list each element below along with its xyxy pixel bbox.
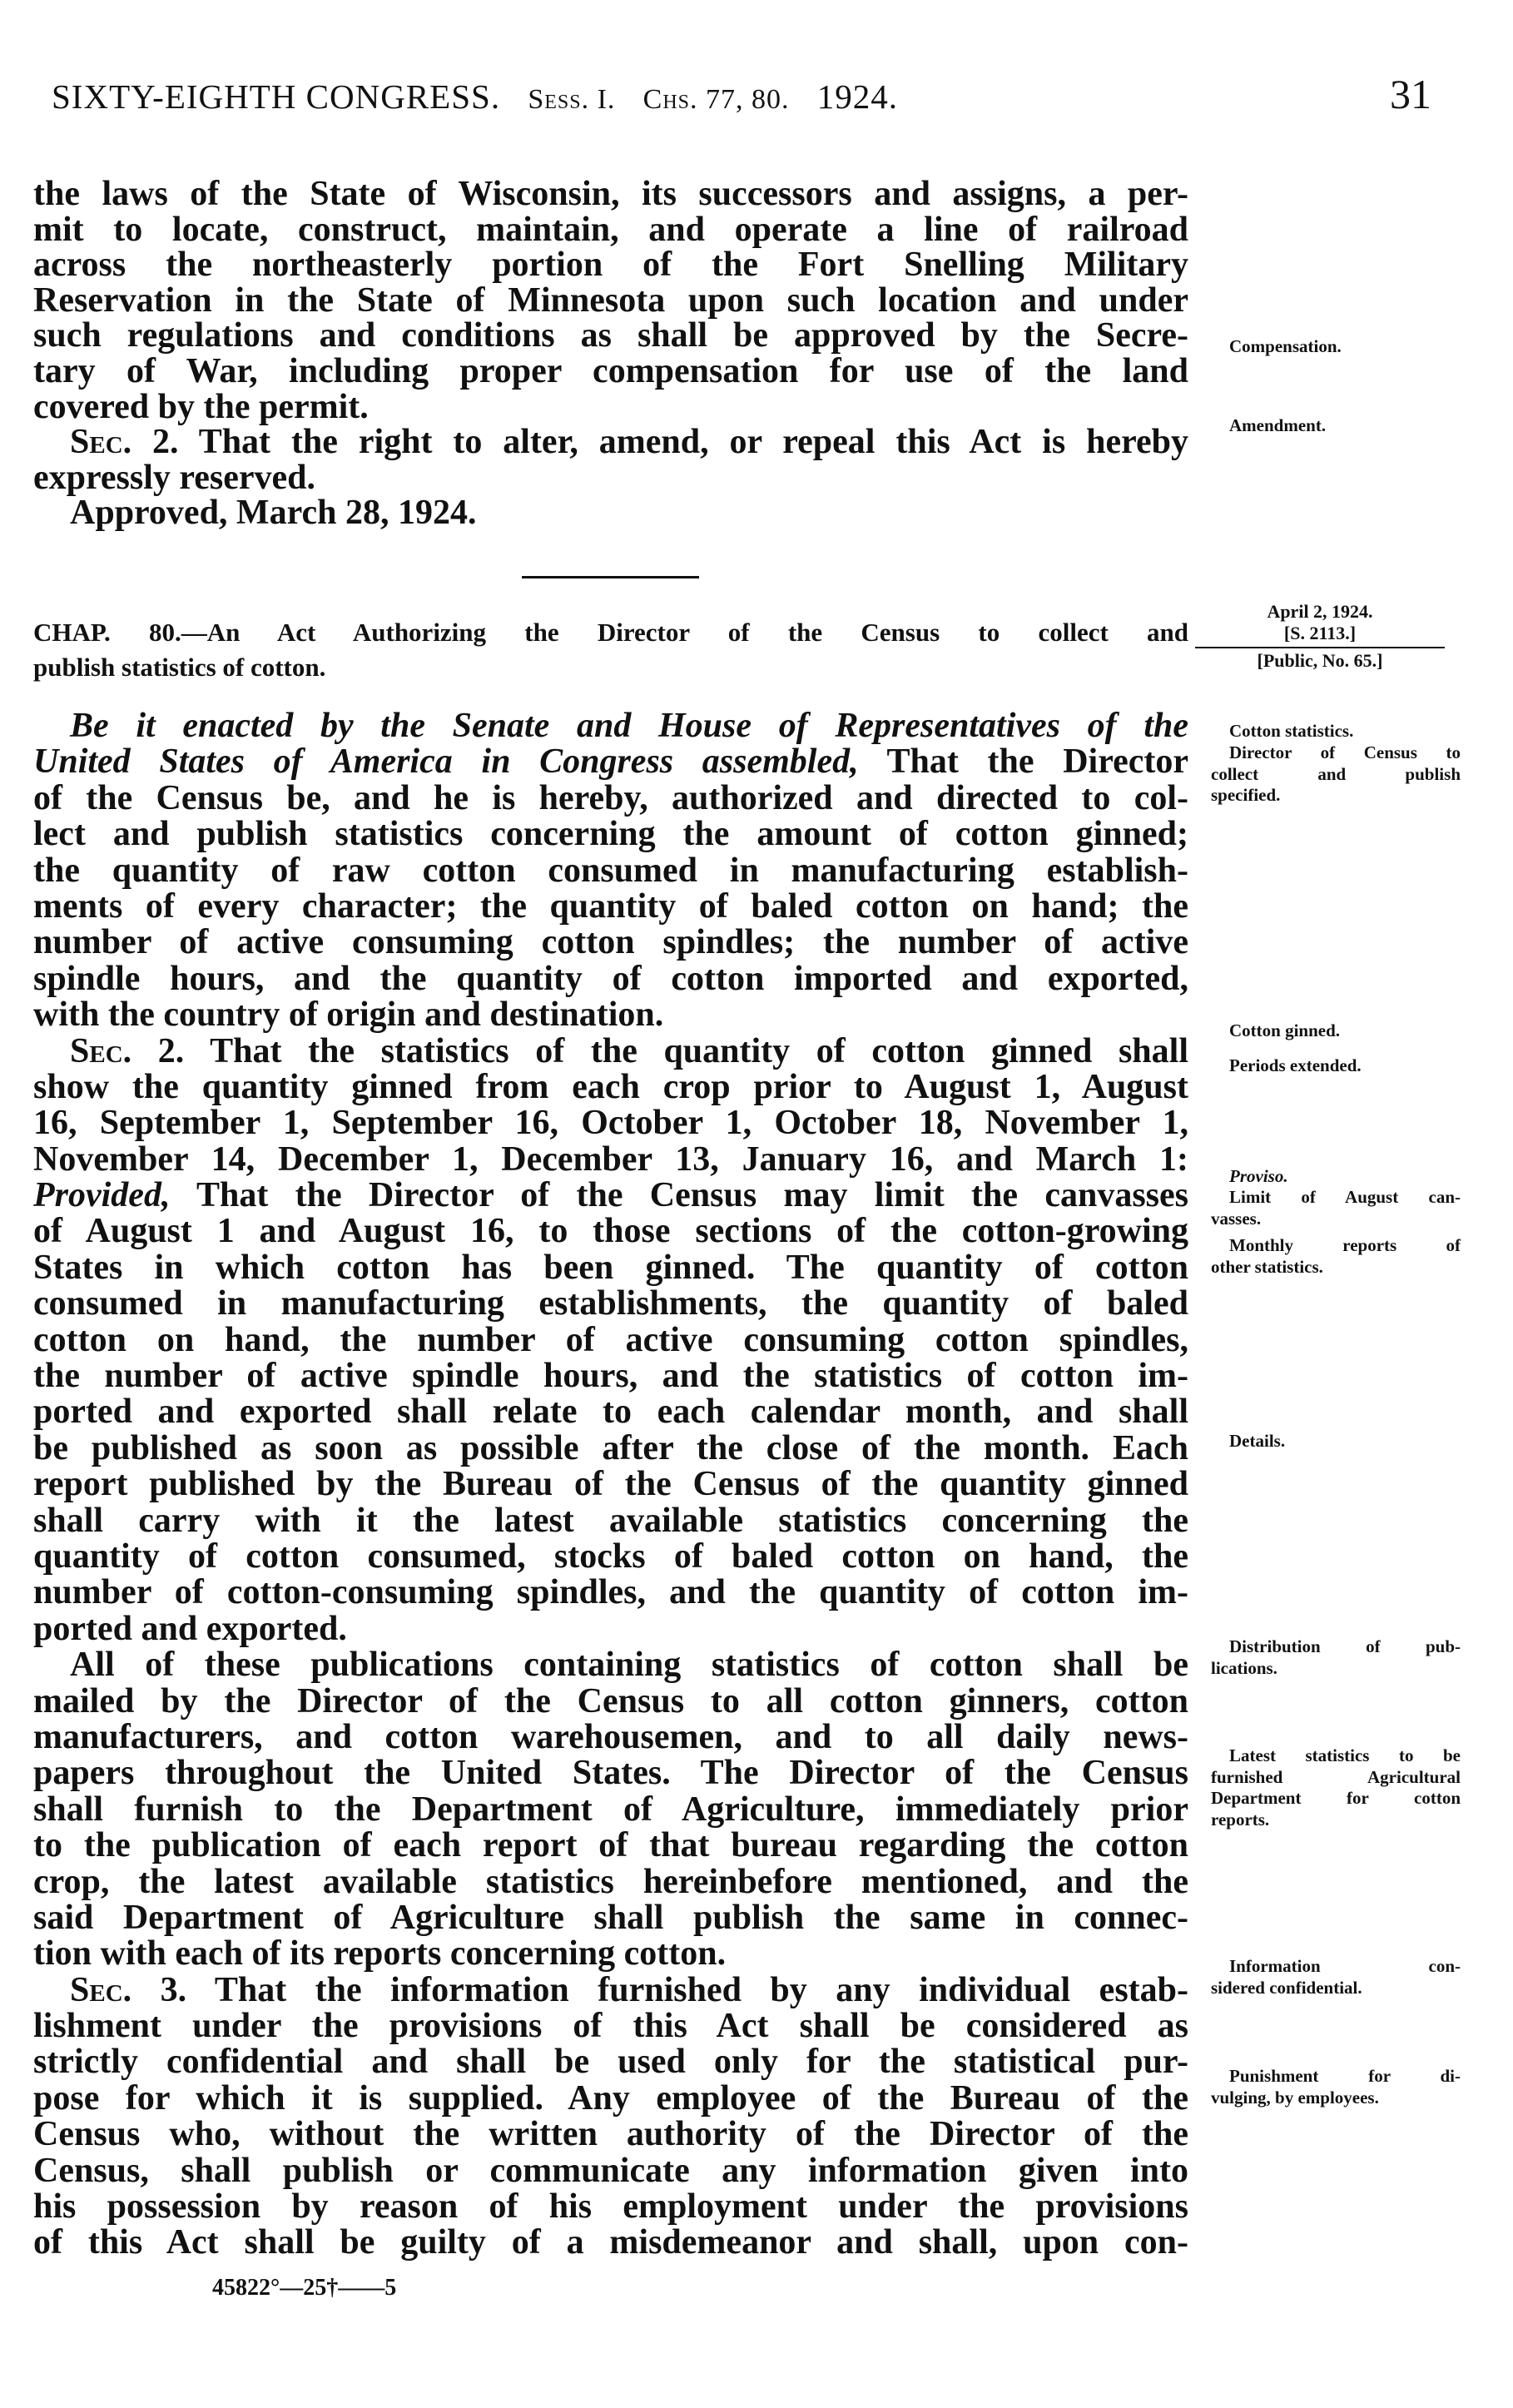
text-line: the laws of the State of Wisconsin, its successors and assigns, a per- <box>33 175 1188 213</box>
text-segment: That the Director of the Census may limit the canvasses <box>170 1176 1188 1215</box>
text-line: manufacturers, and cotton warehousemen, and to all daily news- <box>33 1717 1188 1756</box>
margin-note <box>1211 2066 1461 2108</box>
text-segment: That the right to alter, amend, or repeal this Act is hereby <box>178 423 1188 462</box>
margin-note-line: sidered confidential. <box>1211 1977 1362 1998</box>
margin-note-line: vasses. <box>1211 1208 1262 1229</box>
margin-note-line: specified. <box>1211 785 1281 805</box>
text-line <box>33 425 1188 460</box>
text-line <box>33 615 1188 650</box>
approval-date: April 2, 1924. <box>1267 601 1373 622</box>
text-line: Reservation in the State of Minnesota upon such location and under <box>33 281 1188 320</box>
margin-note <box>1211 1431 1461 1452</box>
text-line: of August 1 and August 16, to those sections of the cotton-growing <box>33 1212 1188 1251</box>
text-line: said Department of Agriculture shall publish the same in connec- <box>33 1898 1188 1937</box>
text-line: quantity of cotton consumed, stocks of baled cotton on hand, the <box>33 1537 1188 1576</box>
text-line: lishment under the provisions of this Act shall be considered as <box>33 2007 1188 2046</box>
paragraph <box>33 176 1188 425</box>
chapter-80-heading <box>33 615 1188 685</box>
date-block-rule <box>1195 647 1445 648</box>
margin-note-line: collect and publish <box>1211 763 1461 784</box>
text-segment: CHAP. 80. <box>33 618 181 647</box>
margin-note <box>1211 1235 1461 1278</box>
text-line: the number of active spindle hours, and the statistics of cotton im- <box>33 1357 1188 1396</box>
text-line: 16, September 1, September 16, October 1, October 18, November 1, <box>33 1104 1188 1143</box>
margin-note <box>1211 1956 1461 1998</box>
text-line <box>33 708 1188 744</box>
text-line: be published as soon as possible after the close of the month. Each <box>33 1428 1188 1467</box>
text-segment: —An Act Authorizing the Director of the Census to collect and <box>181 618 1188 647</box>
text-line: report published by the Bureau of the Census of the quantity ginned <box>33 1465 1188 1504</box>
paragraph <box>33 495 1188 531</box>
text-line <box>33 1031 1188 1070</box>
heading-lines <box>33 615 1188 685</box>
paragraph <box>33 1031 1188 1648</box>
margin-note-line: Cotton statistics. <box>1229 721 1354 741</box>
congress-title: SIXTY-EIGHTH CONGRESS. <box>52 77 501 116</box>
text-segment: That the Director <box>858 742 1188 782</box>
text-line: of the Census be, and he is hereby, authorized and directed to col- <box>33 778 1188 817</box>
year: 1924. <box>816 77 899 116</box>
margin-note <box>1211 1187 1461 1229</box>
text-line: crop, the latest available statistics hereinbefore mentioned, and the <box>33 1862 1188 1901</box>
running-header <box>52 77 898 117</box>
text-line: States in which cotton has been ginned. The quantity of cotton <box>33 1248 1188 1287</box>
text-line: shall carry with it the latest available statistics concerning the <box>33 1501 1188 1540</box>
text-line: number of active consuming cotton spindles; the number of active <box>33 923 1188 962</box>
text-segment: Sec. 3. <box>70 1970 187 2009</box>
text-line: tary of War, including proper compensation for use of the land <box>33 351 1188 390</box>
text-line: cotton on hand, the number of active consuming cotton spindles, <box>33 1320 1188 1359</box>
margin-note-line: Punishment for di- <box>1229 2066 1461 2086</box>
text-line: consumed in manufacturing establishments, the quantity of baled <box>33 1284 1188 1323</box>
margin-note-line: Proviso. <box>1229 1166 1288 1186</box>
text-line: mit to locate, construct, maintain, and operate a line of railroad <box>33 210 1188 249</box>
print-code: 45822°—25†——5 <box>212 2275 397 2301</box>
text-line <box>33 744 1188 780</box>
paragraph <box>33 708 1188 1034</box>
text-line: publish statistics of cotton. <box>33 653 326 682</box>
margin-note-line: furnished Agricultural <box>1211 1766 1461 1787</box>
margin-note-line: Periods extended. <box>1229 1055 1362 1075</box>
text-line: mailed by the Director of the Census to all cotton ginners, cotton <box>33 1681 1188 1720</box>
margin-note-line: Compensation. <box>1229 336 1342 356</box>
margin-note-line: Department for cotton <box>1211 1788 1461 1808</box>
text-line: number of cotton-consuming spindles, and the quantity of cotton im- <box>33 1573 1188 1612</box>
text-line: ported and exported. <box>33 1609 347 1648</box>
chapter-77-tail <box>33 176 1188 531</box>
text-line: All of these publications containing statistics of cotton shall be <box>70 1646 1188 1685</box>
text-segment: Sec. 2. <box>70 1031 185 1070</box>
text-line: pose for which it is supplied. Any employee of the Bureau of the <box>33 2078 1188 2118</box>
text-segment: That the information furnished by any individual estab- <box>186 1970 1188 2009</box>
text-line: covered by the permit. <box>33 387 369 426</box>
margin-note-line: vulging, by employees. <box>1211 2087 1379 2108</box>
text-line: with the country of origin and destination. <box>33 995 664 1035</box>
margin-note-line: Cotton ginned. <box>1229 1020 1341 1040</box>
paragraph <box>33 1970 1188 2262</box>
text-line <box>33 1178 1188 1214</box>
margin-note-line: Amendment. <box>1229 415 1327 435</box>
margin-note-line: reports. <box>1211 1809 1270 1830</box>
margin-note <box>1211 742 1461 807</box>
text-line: expressly reserved. <box>33 458 316 497</box>
text-line: Approved, March 28, 1924. <box>70 494 477 533</box>
text-line: papers throughout the United States. The Director of the Census <box>33 1754 1188 1793</box>
margin-note <box>1211 336 1461 358</box>
chapter-80-body <box>33 708 1188 2262</box>
session: Sess. I. <box>528 84 616 115</box>
text-line: the quantity of raw cotton consumed in manufacturing establish- <box>33 851 1188 890</box>
text-line: to the publication of each report of that bureau regarding the cotton <box>33 1826 1188 1865</box>
margin-note-line: Monthly reports of <box>1229 1235 1461 1255</box>
margin-note <box>1211 415 1461 437</box>
text-line: Census, shall publish or communicate any information given into <box>33 2151 1188 2190</box>
text-segment: That the statistics of the quantity of cotton ginned shall <box>184 1031 1188 1070</box>
text-line: spindle hours, and the quantity of cotton imported and exported, <box>33 959 1188 998</box>
text-line: show the quantity ginned from each crop prior to August 1, August <box>33 1067 1188 1106</box>
margin-note-line: other statistics. <box>1211 1256 1323 1277</box>
margin-note-line: Latest statistics to be <box>1229 1745 1461 1765</box>
text-line: of this Act shall be guilty of a misdemeanor and shall, upon con- <box>33 2223 1188 2262</box>
text-line: ments of every character; the quantity of baled cotton on hand; the <box>33 886 1188 926</box>
section-divider <box>522 576 699 578</box>
text-segment: Provided, <box>33 1176 171 1215</box>
text-line: November 14, December 1, December 13, January 16, and March 1: <box>33 1139 1188 1179</box>
margin-note-line: Director of Census to <box>1229 742 1461 762</box>
text-line <box>33 1970 1188 2009</box>
paragraph <box>33 425 1188 495</box>
text-segment: Sec. 2. <box>70 423 179 462</box>
margin-note <box>1211 1636 1461 1679</box>
bill-number: [S. 2113.] <box>1283 623 1357 643</box>
margin-note <box>1211 721 1461 742</box>
margin-note-line: Information con- <box>1229 1956 1461 1976</box>
paragraph <box>33 1647 1188 1973</box>
public-law-number: [Public, No. 65.] <box>1257 650 1383 671</box>
margin-note <box>1211 1166 1461 1188</box>
page-number: 31 <box>1390 71 1431 117</box>
text-line: shall furnish to the Department of Agriculture, immediately prior <box>33 1790 1188 1829</box>
text-line: strictly confidential and shall be used only for the statistical pur- <box>33 2043 1188 2082</box>
margin-note-line: Limit of August can- <box>1229 1187 1461 1207</box>
text-segment: Be it enacted by the Senate and House of Representatives of the <box>70 707 1188 745</box>
margin-note-line: Details. <box>1229 1431 1286 1451</box>
margin-note-line: Distribution of pub- <box>1229 1636 1461 1656</box>
text-line: ported and exported shall relate to each calendar month, and shall <box>33 1393 1188 1432</box>
text-line: Census who, without the written authority of the Director of the <box>33 2115 1188 2154</box>
text-line: tion with each of its reports concerning cotton. <box>33 1934 727 1974</box>
text-line: across the northeasterly portion of the Fort Snelling Military <box>33 246 1188 285</box>
text-line: his possession by reason of his employment under the provisions <box>33 2187 1188 2227</box>
text-segment: United States of America in Congress assembled, <box>33 742 859 782</box>
margin-note <box>1211 1745 1461 1830</box>
margin-note-line: lications. <box>1211 1657 1277 1678</box>
margin-note <box>1211 1020 1461 1042</box>
chapters: Chs. 77, 80. <box>642 84 790 115</box>
text-line: such regulations and conditions as shall be approved by the Secre- <box>33 316 1188 355</box>
margin-note <box>1211 1055 1461 1077</box>
text-line: lect and publish statistics concerning the amount of cotton ginned; <box>33 815 1188 854</box>
